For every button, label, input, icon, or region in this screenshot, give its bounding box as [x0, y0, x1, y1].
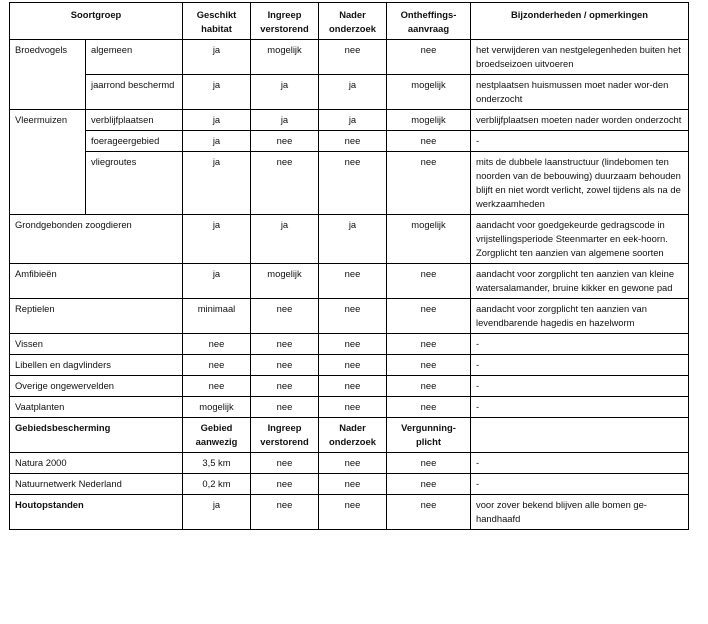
sub-label: foerageergebied: [86, 131, 183, 152]
cell-habitat: nee: [183, 334, 251, 355]
group-amfibieen: Amfibieën: [10, 264, 183, 299]
table-row: [10, 131, 689, 152]
cell-ontheffing: nee: [387, 397, 471, 418]
col-empty: [471, 418, 689, 453]
cell-ingreep: ja: [251, 215, 319, 264]
cell-ontheffing: mogelijk: [387, 110, 471, 131]
cell-opmerking: het verwijderen van nestgelegenheden buiten het broedseizoen uitvoeren: [471, 40, 689, 75]
cell-ingreep: nee: [251, 334, 319, 355]
cell-habitat: ja: [183, 131, 251, 152]
cell-ontheffing: nee: [387, 40, 471, 75]
cell-nader: nee: [319, 355, 387, 376]
cell-ontheffing: nee: [387, 299, 471, 334]
cell-ontheffing: nee: [387, 264, 471, 299]
cell-ingreep: nee: [251, 299, 319, 334]
cell-nader: nee: [319, 131, 387, 152]
cell-ingreep: nee: [251, 355, 319, 376]
table-row: [10, 110, 689, 131]
group-overige: Overige ongewervelden: [10, 376, 183, 397]
table-row: [10, 495, 689, 530]
table-row: [10, 40, 689, 75]
sub-label: vliegroutes: [86, 152, 183, 215]
cell-ingreep: ja: [251, 75, 319, 110]
group-vleermuizen: Vleermuizen: [10, 110, 86, 215]
col-ontheffingsaanvraag: Ontheffings- aanvraag: [387, 3, 471, 40]
cell-ingreep: nee: [251, 474, 319, 495]
cell-opmerking: -: [471, 376, 689, 397]
cell-nader: nee: [319, 152, 387, 215]
group-vaatplanten: Vaatplanten: [10, 397, 183, 418]
col-gebiedsbescherming: Gebiedsbescherming: [10, 418, 183, 453]
col-ingreep-verstorend-2: Ingreep verstorend: [251, 418, 319, 453]
cell-nader: nee: [319, 453, 387, 474]
group-reptielen: Reptielen: [10, 299, 183, 334]
cell-habitat: ja: [183, 495, 251, 530]
cell-opmerking: verblijfplaatsen moeten nader worden onderzocht: [471, 110, 689, 131]
group-vissen: Vissen: [10, 334, 183, 355]
col-soortgroep: Soortgroep: [10, 3, 183, 40]
sub-label: algemeen: [86, 40, 183, 75]
cell-opmerking: aandacht voor zorgplicht ten aanzien van kleine watersalamander, bruine kikker en gewone pad: [471, 264, 689, 299]
cell-afstand: 3,5 km: [183, 453, 251, 474]
cell-habitat: nee: [183, 376, 251, 397]
gebied-natura-2000: Natura 2000: [10, 453, 183, 474]
col-vergunningplicht: Vergunning-plicht: [387, 418, 471, 453]
cell-opmerking: mits de dubbele laanstructuur (lindebomen ten noorden van de bebouwing) duurzaam behouden blijft en niet wordt verlicht, zowel tijdens als na de werkzaamheden: [471, 152, 689, 215]
table-header-row: [10, 3, 689, 40]
cell-ingreep: nee: [251, 495, 319, 530]
cell-opmerking: nestplaatsen huismussen moet nader wor-den onderzocht: [471, 75, 689, 110]
cell-opmerking: -: [471, 131, 689, 152]
table-row: [10, 215, 689, 264]
cell-habitat: ja: [183, 110, 251, 131]
table-row: [10, 299, 689, 334]
cell-ingreep: nee: [251, 152, 319, 215]
table-row: [10, 75, 689, 110]
col-nader-onderzoek-2: Nader onderzoek: [319, 418, 387, 453]
table-row: [10, 264, 689, 299]
table-row: [10, 453, 689, 474]
group-houtopstanden: Houtopstanden: [10, 495, 183, 530]
cell-ingreep: nee: [251, 397, 319, 418]
cell-opmerking: -: [471, 397, 689, 418]
cell-nader: nee: [319, 495, 387, 530]
table-row: [10, 334, 689, 355]
cell-habitat: ja: [183, 215, 251, 264]
cell-ingreep: nee: [251, 453, 319, 474]
cell-habitat: ja: [183, 152, 251, 215]
cell-ontheffing: nee: [387, 152, 471, 215]
cell-nader: ja: [319, 215, 387, 264]
cell-ontheffing: nee: [387, 376, 471, 397]
col-gebied-aanwezig: Gebied aanwezig: [183, 418, 251, 453]
sub-label: jaarrond beschermd: [86, 75, 183, 110]
cell-ingreep: mogelijk: [251, 40, 319, 75]
cell-nader: nee: [319, 334, 387, 355]
cell-opmerking: -: [471, 474, 689, 495]
sub-label: verblijfplaatsen: [86, 110, 183, 131]
cell-ingreep: nee: [251, 131, 319, 152]
col-geschikt-habitat: Geschikt habitat: [183, 3, 251, 40]
col-ingreep-verstorend: Ingreep verstorend: [251, 3, 319, 40]
cell-ingreep: mogelijk: [251, 264, 319, 299]
table-row: [10, 152, 689, 215]
cell-vergunning: nee: [387, 474, 471, 495]
cell-nader: nee: [319, 474, 387, 495]
cell-nader: nee: [319, 376, 387, 397]
cell-opmerking: -: [471, 334, 689, 355]
cell-ingreep: nee: [251, 376, 319, 397]
quickscan-table: [9, 2, 689, 530]
cell-ontheffing: nee: [387, 334, 471, 355]
cell-vergunning: nee: [387, 495, 471, 530]
table-row: [10, 397, 689, 418]
cell-habitat: minimaal: [183, 299, 251, 334]
cell-nader: nee: [319, 264, 387, 299]
cell-opmerking: aandacht voor goedgekeurde gedragscode in vrijstellingsperiode Steenmarter en eek-hoorn. Zorgplicht ten aanzien van algemene soorten: [471, 215, 689, 264]
group-libellen: Libellen en dagvlinders: [10, 355, 183, 376]
cell-opmerking: -: [471, 453, 689, 474]
cell-ontheffing: mogelijk: [387, 75, 471, 110]
cell-ontheffing: nee: [387, 355, 471, 376]
group-broedvogels: Broedvogels: [10, 40, 86, 110]
cell-nader: ja: [319, 75, 387, 110]
table-row: [10, 376, 689, 397]
gebied-nnn: Natuurnetwerk Nederland: [10, 474, 183, 495]
cell-nader: nee: [319, 299, 387, 334]
col-bijzonderheden: Bijzonderheden / opmerkingen: [471, 3, 689, 40]
cell-afstand: 0,2 km: [183, 474, 251, 495]
cell-ontheffing: nee: [387, 131, 471, 152]
cell-nader: ja: [319, 110, 387, 131]
group-grondgebonden: Grondgebonden zoogdieren: [10, 215, 183, 264]
cell-ingreep: ja: [251, 110, 319, 131]
gebied-header-row: [10, 418, 689, 453]
cell-vergunning: nee: [387, 453, 471, 474]
cell-habitat: ja: [183, 40, 251, 75]
cell-habitat: ja: [183, 75, 251, 110]
table-row: [10, 355, 689, 376]
cell-nader: nee: [319, 397, 387, 418]
cell-habitat: nee: [183, 355, 251, 376]
cell-opmerking: aandacht voor zorgplicht ten aanzien van levendbarende hagedis en hazelworm: [471, 299, 689, 334]
cell-ontheffing: mogelijk: [387, 215, 471, 264]
table-row: [10, 474, 689, 495]
cell-opmerking: -: [471, 355, 689, 376]
col-nader-onderzoek: Nader onderzoek: [319, 3, 387, 40]
cell-habitat: mogelijk: [183, 397, 251, 418]
cell-nader: nee: [319, 40, 387, 75]
cell-opmerking: voor zover bekend blijven alle bomen ge-handhaafd: [471, 495, 689, 530]
cell-habitat: ja: [183, 264, 251, 299]
